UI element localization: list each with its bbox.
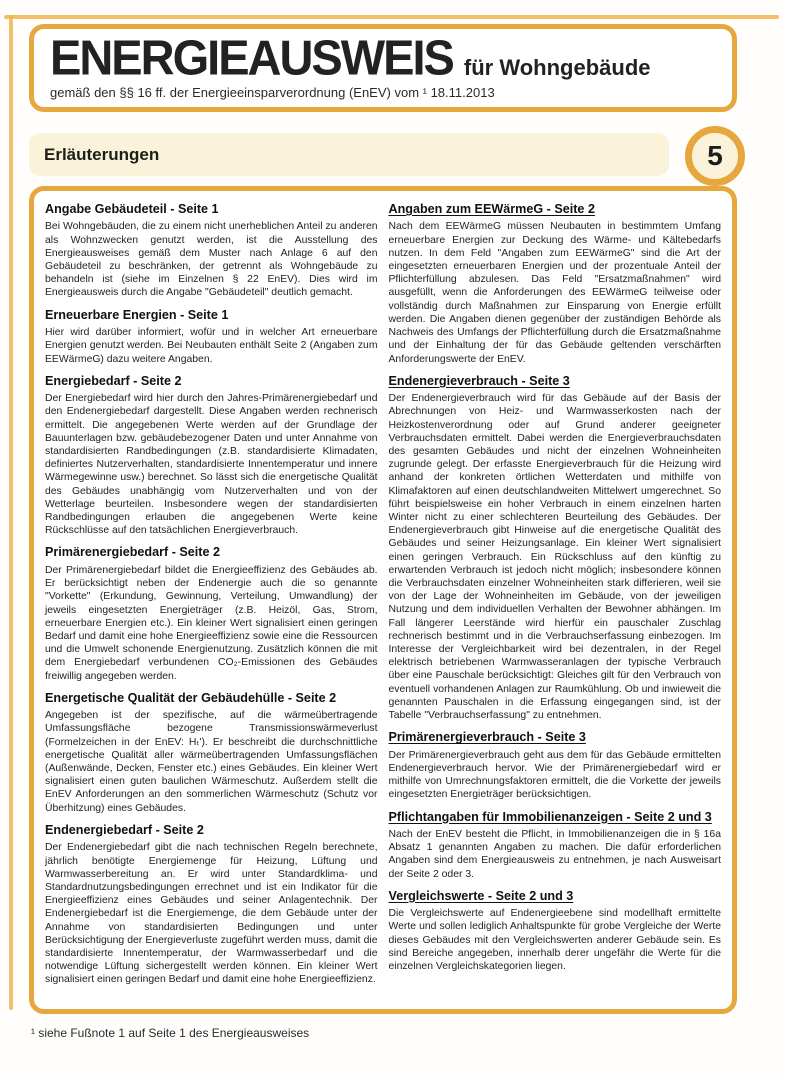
certificate-title: ENERGIEAUSWEIS bbox=[50, 29, 453, 86]
section-heading: Primärenergieverbrauch - Seite 3 bbox=[388, 730, 586, 745]
section-body: Der Primärenergieverbrauch geht aus dem für das Gebäude ermittelten Endenergieverbrauch hervor. Wie der Primärenergiebedarf wird er mithilfe von Umrechnungsfaktoren ermittelt, die die Vorkette der jeweils eingesetzten Energieträger berücksichtigen. bbox=[388, 749, 721, 801]
section-heading: Energetische Qualität der Gebäudehülle - Seite 2 bbox=[45, 690, 337, 705]
section-pflichtangaben bbox=[389, 810, 722, 881]
section-heading: Pflichtangaben für Immobilienanzeigen - Seite 2 und 3 bbox=[388, 809, 712, 824]
title-row bbox=[50, 29, 716, 86]
section-heading: Erneuerbare Energien - Seite 1 bbox=[45, 307, 229, 322]
section-body: Nach der EnEV besteht die Pflicht, in Immobilienanzeigen die in § 16a Absatz 1 genannten Angaben zu machen. Die dafür erforderlichen Angaben sind dem Energieausweis zu entnehmen, je nach Ausweisart der Seite 2 oder 3. bbox=[388, 829, 721, 880]
section-body: Hier wird darüber informiert, wofür und in welcher Art erneuerbare Energien genutzt werden. Bei Neubauten enthält Seite 2 (Angaben zum EEWärmeG) dazu weitere Angaben. bbox=[45, 327, 378, 365]
section-endenergiebedarf bbox=[45, 823, 378, 987]
section-heading: Endenergiebedarf - Seite 2 bbox=[45, 822, 204, 837]
section-body: Der Energiebedarf wird hier durch den Jahres-Primärenergiebedarf und den Endenergiebedarf dargestellt. Diese Angaben werden rechnerisch ermittelt. Die angegebenen Werte werden auf der Grundlage der Bauunterlagen bzw. gebäudebezogener Daten und unter Annahme von standardisierten Randbedingungen (z.B. standardisierte Klimadaten, definiertes Nutzerverhalten, standardisierte Innentemperatur und innere Wärmegewinne usw.) berechnet. So lässt sich die energetische Qualität des Gebäudes unabhängig vom Nutzerverhalten und von der Wetterlage beurteilen. Insbesondere wegen der standardisierten Randbedingungen erlauben die angegebenen Werte keine Rückschlüsse auf den tatsächlichen Energieverbrauch. bbox=[45, 393, 378, 537]
section-body: Angegeben ist der spezifische, auf die wärmeübertragende Umfassungsfläche bezogene Transmissionswärmeverlust (Formelzeichen in der EnEV: Hₜ'). Er beschreibt die durchschnittliche energetische Qualität aller wärmeübertragenden Umfassungsflächen (Außenwände, Decken, Fenster etc.) eines Gebäudes. Ein kleiner Wert signalisiert einen guten baulichen Wärmeschutz. Außerdem stellt die EnEV Anforderungen an den sommerlichen Wärmeschutz (Schutz vor Überhitzung) eines Gebäudes. bbox=[45, 710, 378, 814]
content-box bbox=[29, 186, 737, 1014]
section-primaerenergieverbrauch bbox=[389, 730, 722, 801]
section-title-bar bbox=[29, 133, 669, 176]
section-endenergieverbrauch bbox=[389, 374, 722, 723]
section-body: Der Endenergieverbrauch wird für das Gebäude auf der Basis der Abrechnungen von Heiz- und Warmwasserkosten nach der Heizkostenverordnung oder auf Grund anderer geeigneter Verbrauchsdaten ermittelt. Dabei werden die Energieverbrauchsdaten des gesamten Gebäudes und nicht der einzelnen Wohneinheiten zugrunde gelegt. Der erfasste Energieverbrauch für die Heizung wird anhand der konkreten örtlichen Wetterdaten und mithilfe von Klimafaktoren auf einen deutschlandweiten Mittelwert umgerechnet. So führt beispielsweise ein hoher Verbrauch in einem einzelnen harten Winter nicht zu einer schlechteren Beurteilung des Gebäudes. Der Endenergieverbrauch gibt Hinweise auf die energetische Qualität des Gebäudes und seiner Heizungsanlage. Ein kleiner Wert signalisiert einen geringen Verbrauch. Ein Rückschluss auf den künftig zu erwartenden Verbrauch ist jedoch nicht möglich; insbesondere können die Verbrauchsdaten einzelner Wohneinheiten stark differieren, weil sie von der Lage der Wohneinheiten im Gebäude, von der jeweiligen Nutzung und dem individuellen Verhalten der Bewohner abhängen. Im Fall längerer Leerstände wird hierfür ein pauschaler Zuschlag rechnerisch bestimmt und in die Verbrauchserfassung einbezogen. Im Interesse der Vergleichbarkeit wird bei dezentralen, in der Regel elektrisch betriebenen Warmwasseranlagen der typische Verbrauch über eine Pauschale berücksichtigt: Gleiches gilt für den Verbrauch von eventuell vorhandenen Anlagen zur Raumkühlung. Ob und inwieweit die genannten Pauschalen in die Erfassung eingegangen sind, ist der Tabelle "Verbrauchserfassung" zu entnehmen. bbox=[388, 393, 721, 722]
page-title: Erläuterungen bbox=[44, 144, 160, 164]
section-body: Der Endenergiebedarf gibt die nach technischen Regeln berechnete, jährlich benötigte Energiemenge für Heizung, Lüftung und Warmwasserbereitung an. Er wird unter Standardklima- und Standardnutzungsbedingungen errechnet und ist ein Indikator für die Energieeffizienz eines Gebäudes und seiner Anlagentechnik. Der Endenergiebedarf ist die Energiemenge, die dem Gebäude unter der Annahme von standardisierten Bedingungen und unter Berücksichtigung der Energieverluste zugeführt werden muss, damit die standardisierte Innentemperatur, der Warmwasserbedarf und die notwendige Lüftung sichergestellt werden können. Ein kleiner Wert signalisiert einen geringen Bedarf und damit eine hohe Energieeffizienz. bbox=[45, 842, 378, 986]
section-heading: Vergleichswerte - Seite 2 und 3 bbox=[388, 888, 574, 903]
section-body: Bei Wohngebäuden, die zu einem nicht unerheblichen Anteil zu anderen als Wohnzwecken genutzt werden, ist die Ausstellung des Energieausweises gemäß dem Muster nach Anlage 6 auf den Gebäudeteil zu beschränken, der getrennt als Wohngebäude zu behandeln ist (siehe im Einzelnen § 22 EnEV). Dies wird im Energieausweis durch die Angabe "Gebäudeteil" deutlich gemacht. bbox=[45, 221, 378, 299]
section-body: Die Vergleichswerte auf Endenergieebene sind modellhaft ermittelte Werte und sollen lediglich Anhaltspunkte für grobe Vergleiche der Werte dieses Gebäudes mit den Vergleichswerten anderer Gebäude sein. Es sind Bereiche angegeben, innerhalb derer ungefähr die Werte für die einzelnen Vergleichskategorien liegen. bbox=[388, 908, 721, 973]
left-column bbox=[45, 200, 378, 1000]
section-heading: Energiebedarf - Seite 2 bbox=[45, 373, 182, 388]
regulation-line: gemäß den §§ 16 ff. der Energieeinsparverordnung (EnEV) vom ¹ 18.11.2013 bbox=[50, 85, 495, 101]
section-energiebedarf bbox=[45, 374, 378, 538]
page-frame-top-edge bbox=[4, 15, 779, 19]
section-vergleichswerte bbox=[389, 889, 722, 973]
section-angabe-gebaeudeteil bbox=[45, 202, 378, 300]
page-number-badge bbox=[685, 126, 745, 186]
section-body: Nach dem EEWärmeG müssen Neubauten in bestimmtem Umfang erneuerbare Energien zur Deckung des Wärme- und Kältebedarfs nutzen. In dem Feld "Angaben zum EEWärmeG" sind die Art der eingesetzten erneuerbaren Energien und der prozentuale Anteil der Pflichterfüllung abzulesen. Das Feld "Ersatzmaßnahmen" wird ausgefüllt, wenn die Anforderungen des EEWärmeG teilweise oder vollständig durch Maßnahmen zur Einsparung von Energie erfüllt werden. Die Angaben dienen gegenüber der zuständigen Behörde als Nachweis des Umfangs der Pflichterfüllung durch die Ersatzmaßnahme und der Einhaltung der für das Gebäude geltenden verschärften Anforderungswerte der EnEV. bbox=[388, 221, 721, 365]
right-column bbox=[389, 200, 722, 1000]
section-body: Der Primärenergiebedarf bildet die Energieeffizienz des Gebäudes ab. Er berücksichtigt neben der Endenergie auch die so genannte "Vorkette" (Erkundung, Gewinnung, Verteilung, Umwandlung) der jeweils eingesetzten Energieträger (z.B. Heizöl, Gas, Strom, erneuerbare Energien etc.). Ein kleiner Wert signalisiert einen geringen Bedarf und damit eine hohe Energieeffizienz sowie eine die Ressourcen und die Umwelt schonende Energienutzung. Zusätzlich können die mit dem Energiebedarf verbundenen CO₂-Emissionen des Gebäudes freiwillig angegeben werden. bbox=[45, 564, 378, 682]
section-primaerenergiebedarf bbox=[45, 545, 378, 682]
section-heading: Primärenergiebedarf - Seite 2 bbox=[45, 545, 220, 560]
footnote: ¹ siehe Fußnote 1 auf Seite 1 des Energieausweises bbox=[31, 1026, 310, 1040]
page-frame-left-edge bbox=[9, 15, 13, 1010]
section-heading: Angabe Gebäudeteil - Seite 1 bbox=[45, 202, 219, 216]
certificate-title-suffix: für Wohngebäude bbox=[463, 55, 651, 80]
section-heading: Endenergieverbrauch - Seite 3 bbox=[388, 373, 570, 388]
section-eewaermeg bbox=[389, 202, 722, 366]
section-erneuerbare-energien bbox=[45, 308, 378, 366]
section-energetische-qualitaet bbox=[45, 691, 378, 815]
page-number: 5 bbox=[707, 140, 723, 171]
section-heading: Angaben zum EEWärmeG - Seite 2 bbox=[388, 202, 595, 216]
header-box bbox=[29, 24, 737, 112]
